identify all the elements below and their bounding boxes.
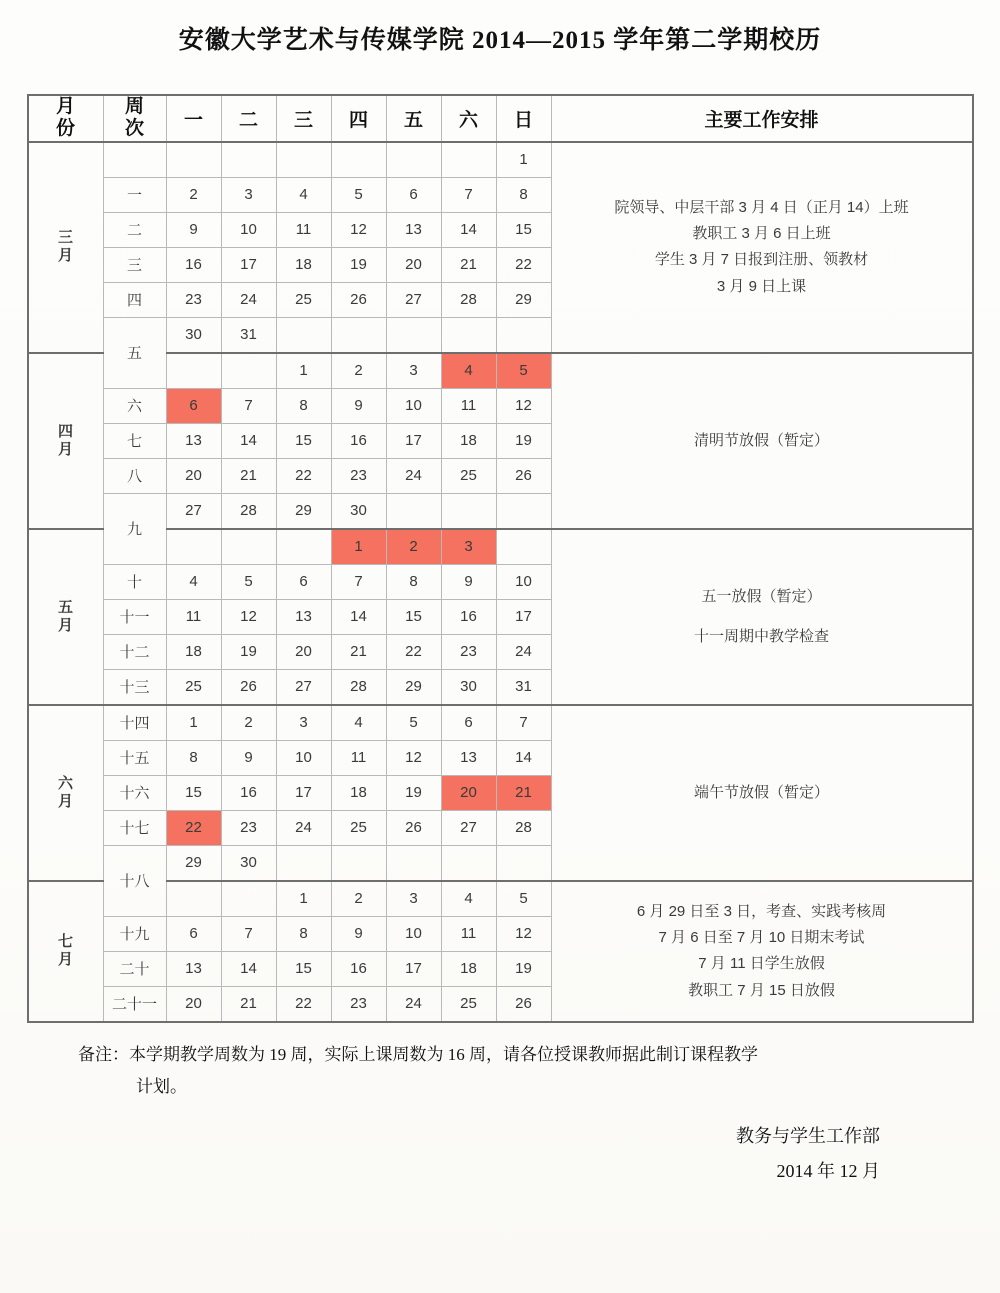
column-header-month — [28, 95, 104, 142]
day-cell: 6 — [276, 564, 331, 599]
note-spacer — [552, 610, 972, 624]
day-cell: 29 — [496, 282, 551, 317]
week-number-cell: 十五 — [103, 740, 166, 775]
day-cell: 2 — [166, 177, 221, 212]
day-cell-holiday: 20 — [441, 775, 496, 810]
day-cell: 1 — [496, 142, 551, 178]
day-cell: 16 — [221, 775, 276, 810]
column-header-day-2: 二 — [221, 95, 276, 142]
day-cell: 16 — [331, 423, 386, 458]
day-cell: 12 — [496, 916, 551, 951]
day-cell: 10 — [221, 212, 276, 247]
month-label-line2: 月 — [57, 440, 73, 458]
note-line: 教职工 7 月 15 日放假 — [688, 981, 835, 999]
day-cell: 15 — [276, 423, 331, 458]
day-cell: 26 — [221, 669, 276, 705]
day-cell: 30 — [166, 317, 221, 353]
day-cell: 15 — [496, 212, 551, 247]
day-cell: 4 — [331, 705, 386, 741]
week-number-cell: 二十 — [103, 951, 166, 986]
page-title: 安徽大学艺术与传媒学院 2014—2015 学年第二学期校历 — [178, 27, 822, 54]
table-body — [28, 142, 973, 1022]
day-cell — [496, 845, 551, 881]
day-cell: 3 — [386, 353, 441, 389]
day-cell: 19 — [496, 423, 551, 458]
day-cell: 14 — [441, 212, 496, 247]
day-cell — [331, 317, 386, 353]
day-cell: 12 — [331, 212, 386, 247]
day-cell-holiday: 5 — [496, 353, 551, 389]
day-cell: 9 — [166, 212, 221, 247]
day-cell-holiday: 6 — [166, 388, 221, 423]
day-cell — [386, 317, 441, 353]
day-cell: 29 — [276, 493, 331, 529]
table-row — [28, 142, 973, 178]
month-label-line1: 五 — [57, 598, 73, 616]
day-cell: 22 — [496, 247, 551, 282]
note-line: 院领导、中层干部 3 月 4 日（正月 14）上班 — [614, 198, 909, 216]
day-cell: 9 — [331, 388, 386, 423]
day-cell — [331, 845, 386, 881]
day-cell: 7 — [221, 916, 276, 951]
table-row — [28, 881, 973, 917]
week-number-cell — [103, 142, 166, 178]
day-cell: 4 — [276, 177, 331, 212]
day-cell: 16 — [166, 247, 221, 282]
day-cell: 31 — [221, 317, 276, 353]
month-label-line2: 月 — [57, 247, 73, 265]
day-cell: 3 — [276, 705, 331, 741]
month-label-line2: 月 — [57, 792, 73, 810]
month-label-line2: 月 — [57, 616, 73, 634]
day-cell — [276, 845, 331, 881]
day-cell: 25 — [441, 986, 496, 1022]
week-number-cell: 十三 — [103, 669, 166, 705]
column-header-day-6: 六 — [441, 95, 496, 142]
day-cell — [441, 317, 496, 353]
day-cell — [386, 845, 441, 881]
month-cell-april — [28, 353, 104, 529]
column-header-day-3: 三 — [276, 95, 331, 142]
day-cell: 8 — [386, 564, 441, 599]
day-cell: 22 — [276, 458, 331, 493]
day-cell: 18 — [441, 951, 496, 986]
note-line: 3 月 9 日上课 — [716, 277, 807, 295]
day-cell: 28 — [221, 493, 276, 529]
day-cell: 28 — [496, 810, 551, 845]
month-cell-march — [28, 142, 104, 353]
day-cell: 20 — [276, 634, 331, 669]
day-cell: 14 — [331, 599, 386, 634]
day-cell: 15 — [276, 951, 331, 986]
day-cell-holiday: 2 — [386, 529, 441, 565]
month-label-line1: 四 — [57, 422, 73, 440]
day-cell: 26 — [386, 810, 441, 845]
day-cell-holiday: 1 — [331, 529, 386, 565]
day-cell: 19 — [221, 634, 276, 669]
day-cell — [166, 881, 221, 917]
day-cell: 2 — [331, 881, 386, 917]
signature-block — [50, 1119, 950, 1187]
week-number-cell: 十一 — [103, 599, 166, 634]
day-cell: 17 — [386, 423, 441, 458]
remark-block — [50, 1039, 950, 1104]
day-cell: 10 — [276, 740, 331, 775]
day-cell: 11 — [331, 740, 386, 775]
week-number-cell: 三 — [103, 247, 166, 282]
week-number-cell: 二 — [103, 212, 166, 247]
day-cell: 21 — [331, 634, 386, 669]
week-number-cell: 四 — [103, 282, 166, 317]
day-cell: 17 — [276, 775, 331, 810]
month-label-line1: 六 — [57, 774, 73, 792]
day-cell: 10 — [386, 388, 441, 423]
day-cell: 18 — [276, 247, 331, 282]
remark-label: 备注： — [78, 1044, 129, 1064]
day-cell: 9 — [331, 916, 386, 951]
day-cell — [166, 353, 221, 389]
day-cell: 6 — [441, 705, 496, 741]
remark-line-1 — [78, 1039, 950, 1071]
day-cell — [221, 142, 276, 178]
academic-calendar-table — [27, 94, 974, 1023]
day-cell: 22 — [386, 634, 441, 669]
day-cell: 23 — [331, 458, 386, 493]
notes-cell-march — [551, 142, 973, 353]
day-cell: 19 — [496, 951, 551, 986]
day-cell — [221, 529, 276, 565]
week-number-cell: 十七 — [103, 810, 166, 845]
month-cell-july — [28, 881, 104, 1022]
day-cell: 6 — [386, 177, 441, 212]
day-cell: 21 — [221, 458, 276, 493]
day-cell — [221, 881, 276, 917]
day-cell — [441, 493, 496, 529]
remark-text-1: 本学期教学周数为 19 周，实际上课周数为 16 周，请各位授课教师据此制订课程教学 — [129, 1044, 758, 1064]
day-cell: 25 — [331, 810, 386, 845]
week-number-cell: 六 — [103, 388, 166, 423]
week-number-cell: 八 — [103, 458, 166, 493]
table-header — [28, 95, 973, 142]
day-cell: 5 — [496, 881, 551, 917]
day-cell: 1 — [166, 705, 221, 741]
note-line: 教职工 3 月 6 日上班 — [692, 225, 831, 243]
day-cell: 26 — [331, 282, 386, 317]
month-label-line1: 三 — [57, 229, 73, 247]
month-cell-june — [28, 705, 104, 881]
column-header-month-line1: 月 — [55, 96, 75, 117]
day-cell: 21 — [221, 986, 276, 1022]
day-cell-holiday: 21 — [496, 775, 551, 810]
day-cell: 5 — [386, 705, 441, 741]
day-cell: 12 — [496, 388, 551, 423]
day-cell: 28 — [441, 282, 496, 317]
week-number-cell: 十 — [103, 564, 166, 599]
note-line: 端午节放假（暂定） — [693, 783, 829, 801]
day-cell: 7 — [221, 388, 276, 423]
column-header-week-line2: 次 — [124, 118, 144, 140]
day-cell: 8 — [496, 177, 551, 212]
day-cell: 5 — [331, 177, 386, 212]
day-cell: 24 — [221, 282, 276, 317]
day-cell — [441, 142, 496, 178]
day-cell-holiday: 22 — [166, 810, 221, 845]
day-cell: 10 — [386, 916, 441, 951]
day-cell: 7 — [331, 564, 386, 599]
day-cell: 13 — [386, 212, 441, 247]
day-cell: 30 — [441, 669, 496, 705]
day-cell — [276, 529, 331, 565]
day-cell: 30 — [331, 493, 386, 529]
day-cell: 12 — [221, 599, 276, 634]
day-cell: 19 — [386, 775, 441, 810]
day-cell: 26 — [496, 986, 551, 1022]
day-cell: 1 — [276, 881, 331, 917]
day-cell: 20 — [386, 247, 441, 282]
day-cell: 23 — [441, 634, 496, 669]
day-cell: 15 — [166, 775, 221, 810]
day-cell — [166, 529, 221, 565]
day-cell: 4 — [441, 881, 496, 917]
table-header-row — [28, 95, 973, 142]
day-cell: 27 — [276, 669, 331, 705]
day-cell: 11 — [166, 599, 221, 634]
day-cell: 11 — [441, 916, 496, 951]
week-number-cell: 一 — [103, 177, 166, 212]
column-header-day-5: 五 — [386, 95, 441, 142]
day-cell: 18 — [331, 775, 386, 810]
day-cell-holiday: 3 — [441, 529, 496, 565]
note-line: 清明节放假（暂定） — [693, 431, 829, 449]
day-cell: 17 — [386, 951, 441, 986]
day-cell-holiday: 4 — [441, 353, 496, 389]
day-cell — [276, 317, 331, 353]
day-cell: 29 — [166, 845, 221, 881]
day-cell: 20 — [166, 458, 221, 493]
day-cell: 17 — [221, 247, 276, 282]
day-cell: 12 — [386, 740, 441, 775]
week-number-cell: 五 — [103, 317, 166, 388]
week-number-cell: 七 — [103, 423, 166, 458]
notes-cell-may — [551, 529, 973, 705]
day-cell: 27 — [441, 810, 496, 845]
day-cell: 30 — [221, 845, 276, 881]
notes-cell-july — [551, 881, 973, 1022]
day-cell: 4 — [166, 564, 221, 599]
week-number-cell: 二十一 — [103, 986, 166, 1022]
day-cell: 1 — [276, 353, 331, 389]
day-cell — [441, 845, 496, 881]
month-label-line2: 月 — [57, 951, 73, 969]
day-cell: 3 — [386, 881, 441, 917]
note-line: 五一放假（暂定） — [701, 587, 822, 605]
day-cell: 27 — [166, 493, 221, 529]
day-cell: 16 — [441, 599, 496, 634]
day-cell: 14 — [221, 423, 276, 458]
day-cell: 23 — [221, 810, 276, 845]
day-cell: 8 — [166, 740, 221, 775]
day-cell: 11 — [441, 388, 496, 423]
month-label-line1: 七 — [57, 933, 73, 951]
day-cell: 28 — [331, 669, 386, 705]
day-cell: 26 — [496, 458, 551, 493]
day-cell: 3 — [221, 177, 276, 212]
signature-department: 教务与学生工作部 — [736, 1126, 880, 1147]
note-line: 十一周期中教学检查 — [693, 627, 829, 645]
day-cell: 19 — [331, 247, 386, 282]
day-cell: 2 — [331, 353, 386, 389]
day-cell: 24 — [496, 634, 551, 669]
column-header-notes: 主要工作安排 — [551, 95, 973, 142]
day-cell — [221, 353, 276, 389]
day-cell: 13 — [441, 740, 496, 775]
day-cell: 9 — [221, 740, 276, 775]
day-cell — [496, 493, 551, 529]
signature-date: 2014 年 12 月 — [776, 1160, 880, 1181]
day-cell: 27 — [386, 282, 441, 317]
day-cell: 18 — [441, 423, 496, 458]
day-cell: 24 — [386, 458, 441, 493]
day-cell: 23 — [331, 986, 386, 1022]
day-cell: 29 — [386, 669, 441, 705]
day-cell: 23 — [166, 282, 221, 317]
day-cell: 25 — [166, 669, 221, 705]
day-cell: 5 — [221, 564, 276, 599]
day-cell: 9 — [441, 564, 496, 599]
column-header-week — [103, 95, 166, 142]
day-cell: 8 — [276, 916, 331, 951]
table-row — [28, 705, 973, 741]
day-cell: 24 — [386, 986, 441, 1022]
day-cell: 14 — [221, 951, 276, 986]
week-number-cell: 十二 — [103, 634, 166, 669]
day-cell — [331, 142, 386, 178]
month-cell-may — [28, 529, 104, 705]
day-cell: 20 — [166, 986, 221, 1022]
table-row — [28, 529, 973, 565]
week-number-cell: 十四 — [103, 705, 166, 741]
day-cell: 6 — [166, 916, 221, 951]
week-number-cell: 十九 — [103, 916, 166, 951]
day-cell: 15 — [386, 599, 441, 634]
day-cell: 24 — [276, 810, 331, 845]
day-cell — [386, 493, 441, 529]
column-header-day-1: 一 — [166, 95, 221, 142]
day-cell: 7 — [496, 705, 551, 741]
remark-line-2: 计划。 — [136, 1077, 187, 1097]
day-cell: 21 — [441, 247, 496, 282]
column-header-day-4: 四 — [331, 95, 386, 142]
day-cell: 11 — [276, 212, 331, 247]
week-number-cell: 十八 — [103, 845, 166, 916]
day-cell — [386, 142, 441, 178]
day-cell: 8 — [276, 388, 331, 423]
table-row — [28, 353, 973, 389]
day-cell: 13 — [166, 423, 221, 458]
day-cell: 18 — [166, 634, 221, 669]
note-line: 7 月 6 日至 7 月 10 日期末考试 — [658, 929, 865, 947]
day-cell: 25 — [276, 282, 331, 317]
notes-cell-june — [551, 705, 973, 881]
note-line: 7 月 11 日学生放假 — [698, 955, 825, 973]
day-cell — [276, 142, 331, 178]
day-cell: 7 — [441, 177, 496, 212]
week-number-cell: 九 — [103, 493, 166, 564]
day-cell: 31 — [496, 669, 551, 705]
footer — [50, 1039, 950, 1188]
day-cell — [496, 529, 551, 565]
day-cell: 22 — [276, 986, 331, 1022]
column-header-day-7: 日 — [496, 95, 551, 142]
column-header-month-line2: 份 — [55, 118, 75, 140]
day-cell: 10 — [496, 564, 551, 599]
note-line: 学生 3 月 7 日报到注册、领教材 — [654, 251, 869, 269]
day-cell: 17 — [496, 599, 551, 634]
day-cell: 16 — [331, 951, 386, 986]
notes-cell-april — [551, 353, 973, 529]
day-cell: 14 — [496, 740, 551, 775]
day-cell: 2 — [221, 705, 276, 741]
day-cell: 13 — [166, 951, 221, 986]
day-cell: 13 — [276, 599, 331, 634]
day-cell: 25 — [441, 458, 496, 493]
day-cell — [166, 142, 221, 178]
note-line: 6 月 29 日至 3 日，考查、实践考核周 — [636, 902, 887, 920]
day-cell — [496, 317, 551, 353]
week-number-cell: 十六 — [103, 775, 166, 810]
column-header-week-line1: 周 — [124, 96, 144, 117]
